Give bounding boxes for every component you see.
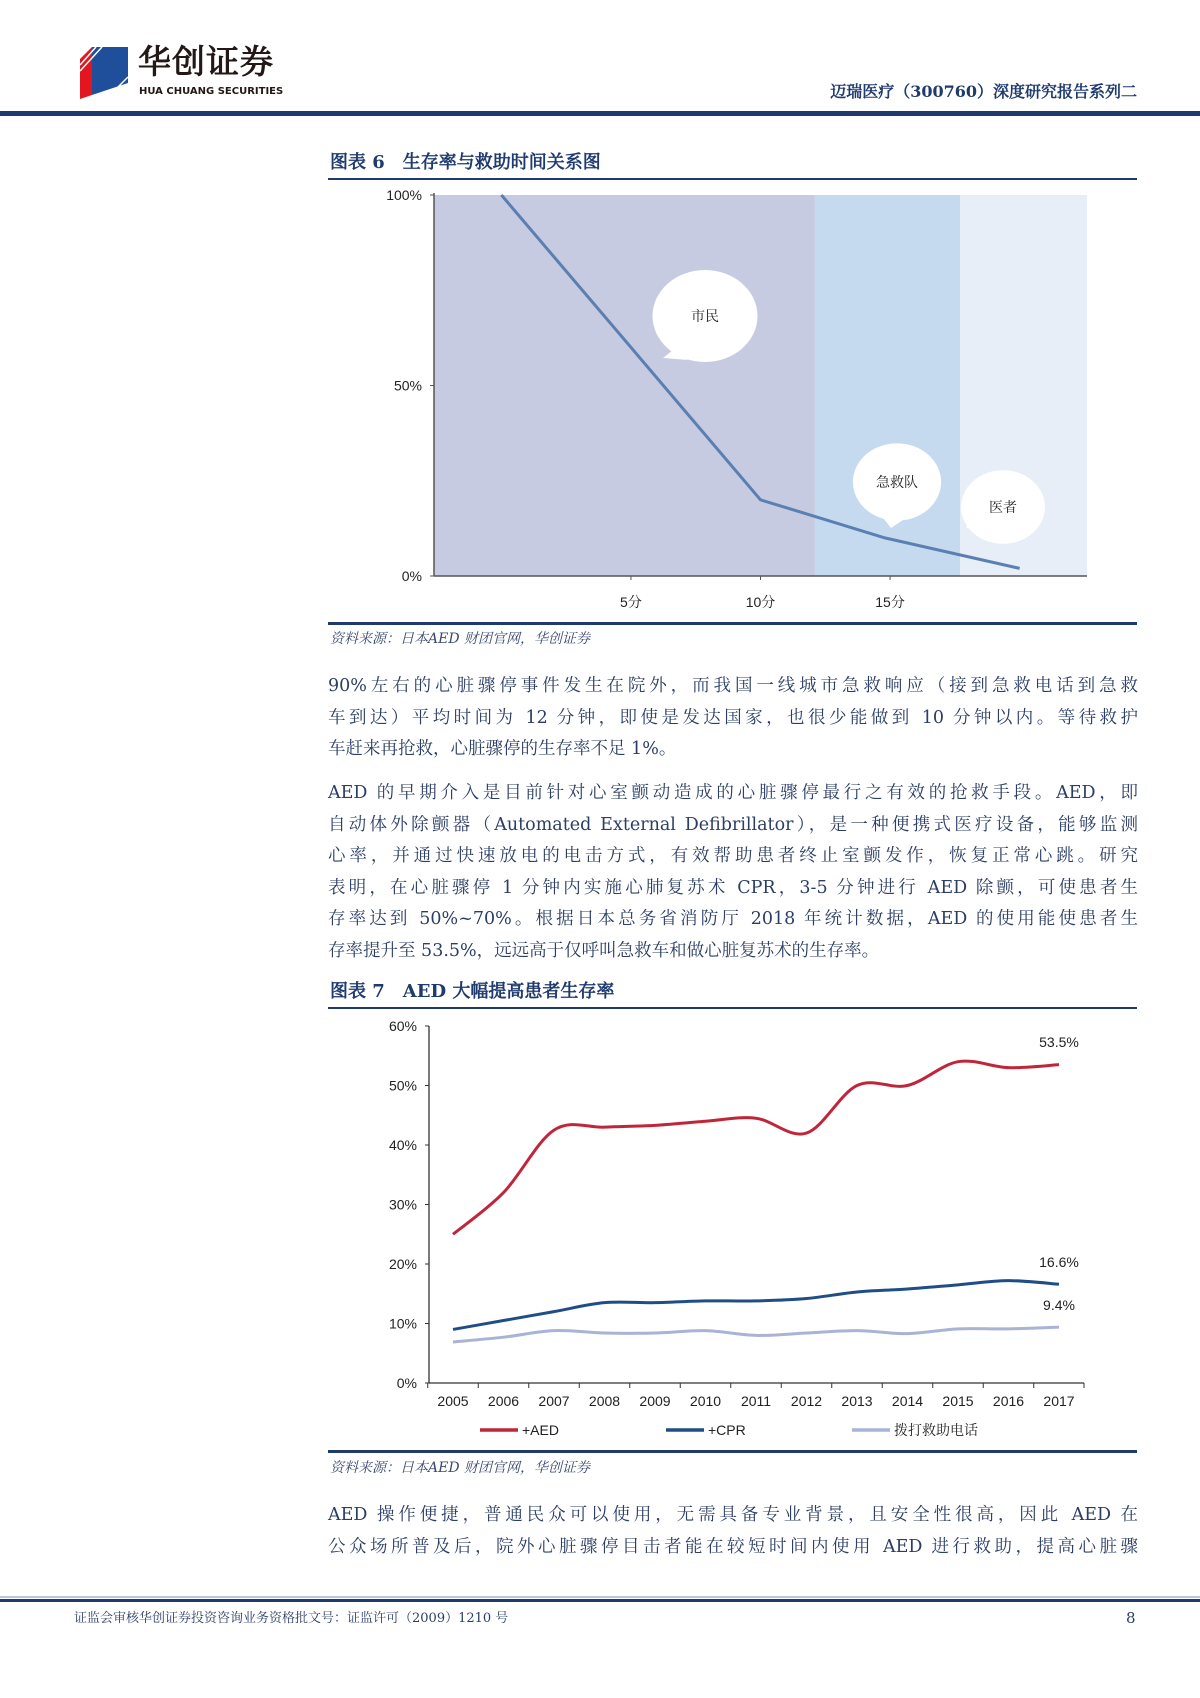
end-label-cpr: 16.6% [1039,1254,1079,1270]
figure6-title: 图表 6 生存率与救助时间关系图 [330,152,601,173]
paragraph-3 [328,1500,1138,1563]
y-tick-label: 100% [386,187,422,203]
aed-survival-chart [328,1010,1137,1450]
x-tick-label: 2009 [639,1393,671,1409]
x-tick-label: 2007 [538,1393,570,1409]
figure6-bottom-rule [328,622,1137,625]
x-tick-label: 15分 [875,594,905,610]
survival-time-chart [328,180,1137,622]
end-label-call: 9.4% [1043,1297,1075,1313]
figure6-source: 资料来源：日本AED 财团官网，华创证券 [330,631,591,647]
company-logo [76,43,306,99]
series-line-aed [453,1061,1059,1234]
bubble-label: 医者 [989,499,1017,515]
text-line: 表明，在心脏骤停 1 分钟内实施心肺复苏术 CPR，3-5 分钟进行 AED 除颤，可使患者生 [328,877,1138,898]
page-number: 8 [1126,1609,1136,1627]
header-rule [0,111,1200,116]
bubble-label: 市民 [691,308,719,324]
x-tick-label: 2008 [588,1393,621,1409]
footer-rule-light [0,1596,1200,1598]
figure7-source: 资料来源：日本AED 财团官网，华创证券 [330,1460,591,1476]
text-line: 存率达到 50%~70%。根据日本总务省消防厅 2018 年统计数据，AED 的使用能使患者生 [328,909,1138,929]
x-tick-label: 10分 [745,594,776,610]
figure7-top-rule [328,1007,1137,1009]
y-tick-label: 40% [388,1137,417,1153]
text-line: 车到达）平均时间为 12 分钟，即使是发达国家，也很少能做到 10 分钟以内。等待救护 [328,707,1138,728]
y-tick-label: 10% [388,1315,417,1332]
paragraph-2 [328,778,1138,967]
text-line: 公众场所普及后，院外心脏骤停目击者能在较短时间内使用 AED 进行救助，提高心脏骤 [328,1536,1138,1557]
logo-mark-icon [76,43,132,99]
legend-label-call: 拨打救助电话 [894,1422,978,1438]
x-tick-label: 2016 [992,1393,1025,1409]
y-tick-label: 60% [388,1018,417,1034]
legend-label-cpr: +CPR [708,1422,746,1438]
y-tick-label: 0% [396,1375,417,1391]
figure7-title: 图表 7 AED 大幅提高患者生存率 [330,981,615,1002]
x-tick-label: 2015 [942,1393,974,1409]
x-tick-label: 2014 [891,1393,924,1409]
series-line-call [453,1327,1059,1342]
figure7-bottom-rule [328,1450,1137,1453]
text-line: AED 的早期介入是目前针对心室颤动造成的心脏骤停最行之有效的抢救手段。AED，即 [328,783,1138,803]
bubble-label: 急救队 [876,474,918,490]
logo-en: HUA CHUANG SECURITIES [139,86,284,97]
x-tick-label: 2012 [790,1393,823,1409]
y-tick-label: 30% [388,1196,417,1213]
logo-cn: 华创证券 [138,42,274,81]
y-tick-label: 50% [393,377,422,394]
x-tick-label: 2013 [841,1393,873,1409]
x-tick-label: 2011 [740,1393,772,1409]
x-tick-label: 2017 [1043,1393,1075,1409]
x-tick-label: 2005 [437,1393,469,1409]
series-line-cpr [453,1281,1059,1330]
y-tick-label: 20% [388,1256,417,1272]
text-line: AED 操作便捷，普通民众可以使用，无需具备专业背景，且安全性很高，因此 AED 在 [328,1505,1138,1525]
y-tick-label: 0% [401,568,422,584]
text-line: 车赶来再抢救，心脏骤停的生存率不足 1%。 [328,739,677,759]
text-line: 存率提升至 53.5%，远远高于仅呼叫急救车和做心脏复苏术的生存率。 [328,940,880,961]
legend-label-aed: +AED [522,1422,559,1438]
text-line: 90%左右的心脏骤停事件发生在院外，而我国一线城市急救响应（接到急救电话到急救 [328,676,1138,696]
end-label-aed: 53.5% [1039,1034,1079,1050]
x-tick-label: 2006 [487,1393,520,1409]
text-line: 自动体外除颤器（Automated External Defibrillator），是一种便携式医疗设备，能够监测 [328,814,1138,835]
report-title: 迈瑞医疗（300760）深度研究报告系列二 [830,82,1137,101]
footer-rule [0,1599,1200,1602]
y-tick-label: 50% [388,1077,417,1094]
paragraph-1 [328,671,1138,766]
x-tick-label: 2010 [689,1393,722,1409]
text-line: 心率，并通过快速放电的电击方式，有效帮助患者终止室颤发作，恢复正常心跳。研究 [328,846,1138,866]
band-0 [434,195,815,576]
x-tick-label: 5分 [620,594,642,610]
footer-license: 证监会审核华创证券投资咨询业务资格批文号：证监许可（2009）1210 号 [74,1611,509,1626]
